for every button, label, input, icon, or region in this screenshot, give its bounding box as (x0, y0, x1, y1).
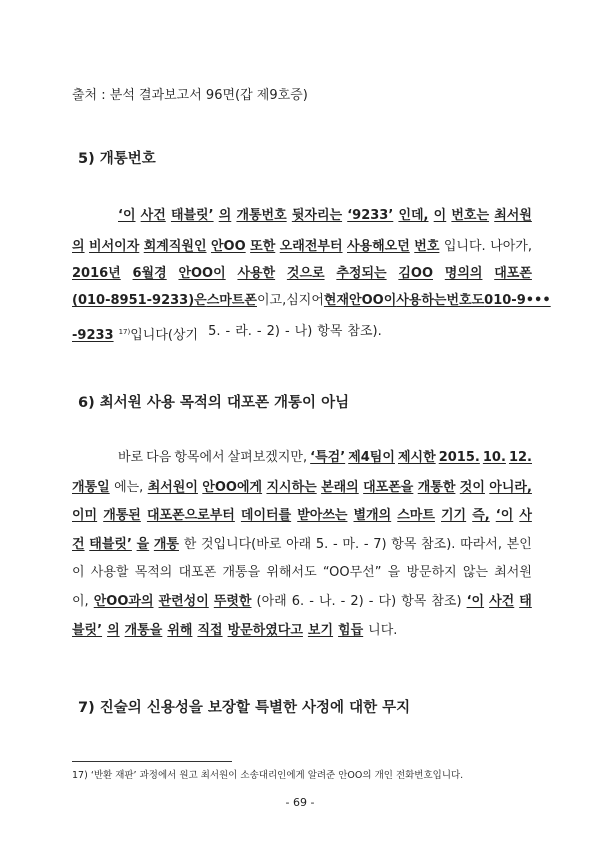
text-run: 회계직원인 (143, 239, 207, 254)
text-run: 바로 (118, 450, 144, 465)
text-run: 최서원이 (147, 480, 198, 495)
text-run: - (340, 594, 346, 609)
text-run: 관련성이 (158, 594, 209, 609)
text-run: 이, (72, 594, 89, 609)
text-run: 태블릿’ (170, 208, 214, 223)
text-run: 2) (266, 324, 280, 339)
text-run: 받아쓰는 (297, 508, 348, 523)
text-run: 사용할 (90, 565, 129, 580)
text-run: 2015. (438, 450, 480, 465)
section-heading-6: 6) 최서원 사용 목적의 대포폰 개통이 아님 (78, 395, 350, 411)
text-run: 의 (218, 208, 232, 223)
text-run: 현재 (323, 293, 350, 308)
text-run: 비서이자 (89, 239, 140, 254)
text-run: 건 (72, 537, 85, 552)
text-run: 사용하는 (396, 293, 447, 308)
text-run: 따라서, (460, 537, 502, 552)
text-run: 안OO과의 (93, 594, 154, 609)
page-number: - 69 - (285, 796, 315, 809)
text-run: 김OO (398, 266, 434, 281)
text-run: 위해서도 (266, 565, 317, 580)
text-run: 것이 (459, 480, 485, 495)
footnote-ref: 17) (118, 328, 131, 336)
paragraph-line (72, 535, 532, 555)
text-run: 오래전부터 (279, 239, 343, 254)
paragraph-line (72, 478, 532, 498)
text-run: 개통일 (72, 480, 110, 495)
text-run: 않는 (462, 565, 489, 580)
section-heading-7: 7) 진술의 신용성을 보장할 특별한 사정에 대한 무지 (78, 700, 411, 716)
text-run: 추정되는 (336, 266, 387, 281)
text-run: - (333, 537, 338, 552)
text-run: 힘듭 (338, 623, 364, 638)
text-run: 입니다. (443, 239, 486, 254)
text-run: 10. (482, 450, 506, 465)
text-run: 뒷자리는 (291, 208, 343, 223)
footnote-divider (72, 761, 232, 762)
text-run: 안OO에게 (202, 480, 263, 495)
text-run: 을 (136, 537, 150, 552)
text-run: 사용해오던 (347, 239, 410, 254)
text-run: 다음 (146, 450, 172, 465)
text-run: (아래 (256, 594, 287, 609)
text-run: 방문하지 (406, 565, 457, 580)
text-run: 5. (208, 324, 221, 339)
text-run: 이 (433, 208, 447, 223)
text-run: 방문하였다고 (227, 623, 303, 638)
text-run: 데이터를 (240, 508, 292, 523)
paragraph-line (72, 237, 532, 257)
text-run: 지시하는 (266, 480, 317, 495)
text-run: 이 (72, 565, 85, 580)
text-run: 명의의 (444, 266, 483, 281)
text-run: 최서원 (494, 565, 532, 580)
text-run: 대포폰으로부터 (146, 508, 235, 523)
text-run: 목적의 (134, 565, 173, 580)
text-run: 7) (373, 537, 387, 552)
text-run: 위해 (167, 623, 193, 638)
text-run: 항목 (401, 594, 427, 609)
text-run: 사 (519, 508, 532, 523)
text-run (72, 322, 203, 342)
text-run: 나아가, (490, 239, 532, 254)
text-run: - (284, 324, 290, 339)
text-run: 번호도 (446, 293, 485, 308)
text-run: 직접 (197, 623, 223, 638)
text-run: 2) (350, 594, 364, 609)
text-run: 별개의 (353, 508, 392, 523)
text-run: 니다. (368, 623, 398, 638)
text-run: 개통을 (124, 623, 163, 638)
text-run: -9233 (72, 328, 114, 344)
text-run: 본래의 (321, 480, 359, 495)
text-run: 번호는 (451, 208, 490, 223)
text-run: 5. (315, 537, 329, 552)
text-run: 010-9••• (484, 293, 551, 308)
text-run: “OO무선” (322, 565, 382, 580)
text-run: 즉, (472, 508, 490, 523)
paragraph-line (72, 563, 532, 583)
text-run: 항목에서 (174, 450, 225, 465)
text-run: 기기 (441, 508, 467, 523)
text-run: 태블릿’ (89, 537, 132, 552)
text-run: 태 (519, 594, 532, 609)
text-run: 마. (342, 537, 360, 552)
text-run: ‘9233’ (347, 208, 394, 223)
paragraph-line (72, 506, 532, 526)
text-run: 개통을 (222, 565, 261, 580)
paragraph-line (72, 322, 532, 342)
text-run: 또한 (250, 239, 276, 254)
footnote-17: 17) ‘반환 재판’ 과정에서 원고 최서원이 소송대리인에게 알려준 안OO의 개인 전화번호입니다. (72, 770, 464, 781)
text-run: 살펴보겠지만, (227, 450, 308, 465)
text-run: 사건 (489, 594, 515, 609)
paragraph-line (72, 206, 532, 226)
text-run: - (368, 594, 374, 609)
text-run: 나) (294, 324, 313, 339)
text-run: 개통 (153, 537, 179, 552)
text-run: 의 (72, 239, 85, 254)
text-run: ‘이 (495, 508, 514, 523)
text-run: 12. (508, 450, 532, 465)
text-run: ‘특검’ (310, 450, 346, 465)
text-run: - (363, 537, 369, 552)
text-run: 안OO이 (178, 266, 226, 281)
text-run: 아래 (286, 537, 312, 552)
text-run: 사건 (140, 208, 166, 223)
text-run: 안OO이 (349, 293, 397, 308)
text-run: ‘이 (118, 208, 136, 223)
text-run: 최서원 (494, 208, 532, 223)
text-run: 심지어 (286, 293, 324, 308)
text-run: 제4팀이 (348, 450, 395, 465)
text-run: 에는, (114, 480, 144, 495)
text-run: 이미 (72, 508, 98, 523)
text-run: 안OO (211, 239, 246, 254)
text-run: 항목 (391, 537, 417, 552)
text-run: 나. (318, 594, 336, 609)
text-run: 한 (183, 537, 197, 552)
paragraph-line (72, 592, 532, 612)
text-run: 제시한 (397, 450, 436, 465)
text-run: 아니라, (489, 480, 532, 495)
text-run: 뚜렷한 (213, 594, 252, 609)
text-run: 블릿’ (72, 623, 103, 638)
text-run: 인데, (398, 208, 429, 223)
text-run: 6월경 (132, 266, 167, 281)
text-run: (010-8951-9233)은 (72, 293, 207, 308)
text-run: 대포폰을 (363, 480, 414, 495)
text-run: 개통번호 (236, 208, 287, 223)
paragraph-line (72, 448, 532, 468)
text-run: 참조). (421, 537, 456, 552)
text-run: 스마트 (397, 508, 435, 523)
text-run: 다) (378, 594, 397, 609)
paragraph-line (72, 264, 532, 284)
text-run: - (256, 324, 262, 339)
text-run: - (225, 324, 231, 339)
text-run: 의 (107, 623, 120, 638)
text-run: 보기 (307, 623, 334, 638)
text-run: 참조) (431, 594, 462, 609)
paragraph-line (72, 291, 551, 311)
text-run: 항목 (317, 324, 343, 339)
section-heading-5: 5) 개통번호 (78, 151, 156, 167)
text-run: 입니다(상기 (130, 328, 199, 344)
source-citation: 출처 : 분석 결과보고서 96면(갑 제9호증) (72, 88, 308, 103)
text-run: 을 (387, 565, 401, 580)
text-run: 개통한 (417, 480, 456, 495)
text-run: 스마트폰 (206, 293, 257, 308)
text-run: 사용한 (237, 266, 276, 281)
text-run: 대포폰 (494, 266, 532, 281)
text-run: 번호 (414, 239, 440, 254)
text-run: 2016년 (72, 266, 121, 281)
text-run: 본인 (506, 537, 532, 552)
text-run: 대포폰 (178, 565, 217, 580)
text-run: 이고, (256, 293, 287, 308)
text-run: 것입니다(바로 (200, 537, 282, 552)
text-run: ‘이 (466, 594, 485, 609)
paragraph-line (72, 621, 532, 641)
text-run: 참조). (347, 324, 382, 339)
text-run: 개통된 (103, 508, 141, 523)
text-run: 라. (235, 324, 252, 339)
text-run: 6. (291, 594, 305, 609)
text-run: - (309, 594, 314, 609)
text-run: 것으로 (286, 266, 325, 281)
